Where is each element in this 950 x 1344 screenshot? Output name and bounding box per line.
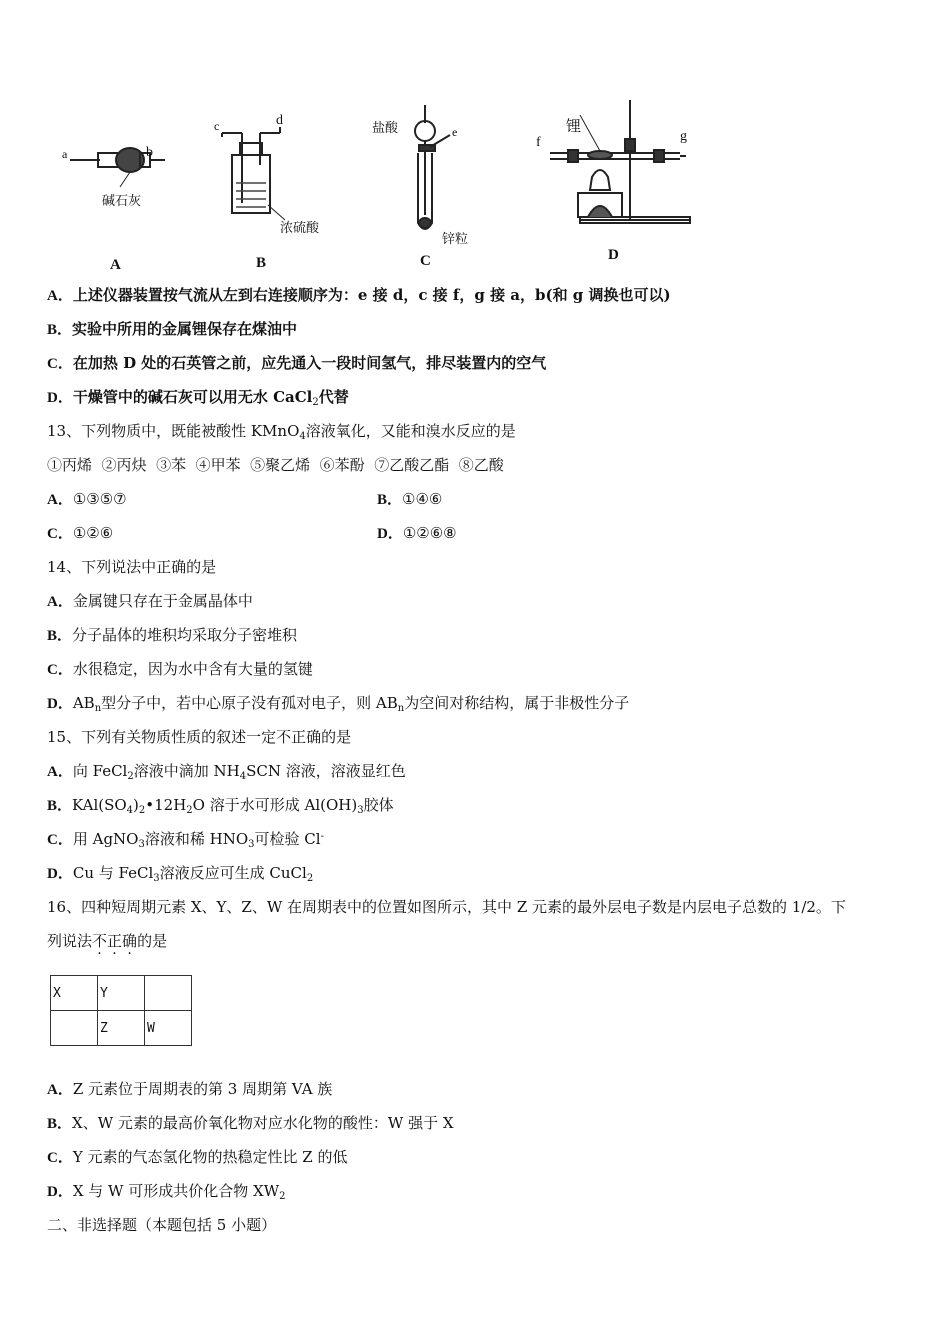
- stem-text: 13、下列物质中，既能被酸性 KMnO: [47, 422, 300, 440]
- apparatus-figure: [40, 95, 720, 275]
- q15-option-c: [47, 829, 324, 850]
- emphasis-char: 不: [92, 932, 108, 950]
- option-text: X、W 元素的最高价氧化物对应水化物的酸性：W 强于 X: [72, 1114, 454, 1132]
- subscript: 2: [306, 873, 314, 884]
- q13-option-d: [377, 523, 457, 544]
- option-letter: C．: [47, 356, 73, 372]
- q12-option-b: [47, 319, 297, 340]
- q14-option-d: [47, 693, 629, 714]
- emphasis-char: 确: [122, 932, 138, 950]
- option-letter: B．: [47, 798, 73, 814]
- option-text: 溶液反应可生成 CuCl: [159, 864, 307, 882]
- empty-cell: [145, 986, 147, 1001]
- caption-b: B: [256, 255, 267, 271]
- option-letter: C．: [47, 832, 73, 848]
- table-cell: [98, 1011, 145, 1046]
- option-text: 干燥管中的碱石灰可以用无水 CaCl: [72, 388, 313, 406]
- q13-option-b: [377, 489, 442, 510]
- label-f: f: [536, 135, 541, 150]
- option-text: Cu 与 FeCl: [72, 864, 154, 882]
- empty-cell: [51, 1021, 53, 1036]
- option-text: SCN 溶液，溶液显红色: [246, 762, 406, 780]
- q13-option-c: [47, 523, 113, 544]
- option-text: 向 FeCl: [72, 762, 128, 780]
- table-row: [51, 1011, 192, 1046]
- option-text: ①②⑥: [72, 524, 114, 542]
- table-cell: [145, 976, 192, 1011]
- option-letter: B．: [47, 322, 73, 338]
- option-letter: A．: [47, 764, 73, 780]
- option-text: ①③⑤⑦: [72, 490, 127, 508]
- generator-c: [415, 105, 450, 229]
- option-letter: D．: [47, 1184, 73, 1200]
- label-d: d: [276, 113, 283, 128]
- q16-option-c: [47, 1147, 347, 1168]
- option-text: Z 元素位于周期表的第 3 周期第 VA 族: [72, 1080, 333, 1098]
- q12-option-d: [47, 387, 349, 408]
- periodic-table-fragment: [50, 975, 192, 1046]
- option-letter: A．: [47, 1082, 73, 1098]
- option-text: O 溶于水可形成 Al(OH): [192, 796, 358, 814]
- option-letter: A．: [47, 594, 73, 610]
- subscript: 4: [299, 431, 306, 442]
- table-cell: [98, 976, 145, 1011]
- element-z: Z: [100, 1020, 108, 1036]
- caption-d: D: [608, 247, 619, 263]
- q16-option-a: [47, 1079, 332, 1100]
- label-a: a: [62, 147, 68, 161]
- label-g: g: [680, 129, 687, 144]
- q16-stem-line2: [47, 931, 167, 951]
- table-row: [51, 976, 192, 1011]
- option-letter: B．: [47, 628, 73, 644]
- stem-text: 溶液氧化，又能和溴水反应的是: [305, 422, 516, 440]
- caption-a: A: [110, 257, 121, 273]
- subscript: 3: [357, 805, 364, 816]
- element-x: X: [53, 985, 61, 1001]
- label-e: e: [452, 125, 458, 139]
- q15-stem: 15、下列有关物质性质的叙述一定不正确的是: [47, 728, 352, 746]
- q15-option-b: [47, 795, 394, 816]
- stem-text: 列说法: [47, 932, 93, 950]
- subscript: 4: [239, 771, 247, 782]
- q16-option-d: [47, 1181, 285, 1202]
- option-letter: B．: [377, 492, 403, 508]
- option-text: ①②⑥⑧: [402, 524, 457, 542]
- option-text: 可检验 Cl: [254, 830, 321, 848]
- subscript: 2: [312, 397, 319, 408]
- option-letter: D．: [377, 526, 403, 542]
- subscript: 4: [126, 805, 134, 816]
- q13-option-a: [47, 489, 127, 510]
- option-letter: D．: [47, 696, 73, 712]
- option-letter: C．: [47, 526, 73, 542]
- option-text: ①④⑥: [402, 490, 443, 508]
- element-w: W: [147, 1020, 155, 1036]
- option-text: 型分子中，若中心原子没有孤对电子，则 AB: [101, 694, 398, 712]
- option-text: 分子晶体的堆积均采取分子密堆积: [72, 626, 298, 644]
- label-c: c: [214, 119, 220, 133]
- element-y: Y: [100, 985, 108, 1001]
- subscript: 2: [186, 805, 193, 816]
- option-text: 在加热 D 处的石英管之前，应先通入一段时间氢气，排尽装置内的空气: [72, 354, 547, 372]
- option-text: X 与 W 可形成共价化合物 XW: [72, 1182, 280, 1200]
- stem-text: 的是: [137, 932, 168, 950]
- subscript: 3: [248, 839, 255, 850]
- subscript: n: [94, 703, 102, 714]
- subscript: 3: [153, 873, 160, 884]
- option-letter: C．: [47, 662, 73, 678]
- q14-option-c: [47, 659, 313, 680]
- option-letter: D．: [47, 390, 73, 406]
- label-b: b: [146, 145, 153, 160]
- table-cell: [51, 976, 98, 1011]
- option-text: KAl(SO: [72, 796, 127, 814]
- label-hcl: 盐酸: [372, 121, 399, 136]
- q14-stem: 14、下列说法中正确的是: [47, 558, 217, 576]
- table-cell: [145, 1011, 192, 1046]
- option-text: Y 元素的气态氢化物的热稳定性比 Z 的低: [72, 1148, 348, 1166]
- label-lithium: 锂: [566, 117, 582, 135]
- label-soda-lime: 碱石灰: [102, 194, 142, 209]
- subscript: 2: [127, 771, 134, 782]
- option-text: •12H: [145, 796, 187, 814]
- q15-option-a: [47, 761, 406, 782]
- q14-option-b: [47, 625, 297, 646]
- option-text: AB: [72, 694, 95, 712]
- option-text: 水很稳定，因为水中含有大量的氢键: [72, 660, 313, 678]
- option-text: 溶液和稀 HNO: [144, 830, 249, 848]
- option-text: 用 AgNO: [72, 830, 139, 848]
- option-text: 代替: [318, 388, 349, 406]
- q15-option-d: [47, 863, 313, 884]
- q16-stem-line1: 16、四种短周期元素 X、Y、Z、W 在周期表中的位置如图所示，其中 Z 元素的最外层电子数是内层电子总数的 1/2。下: [47, 898, 846, 916]
- option-letter: D．: [47, 866, 73, 882]
- emphasis-char: 正: [107, 932, 123, 950]
- subscript: 2: [279, 1191, 286, 1202]
- option-text: 溶液中滴加 NH: [133, 762, 240, 780]
- q13-stem: [47, 421, 516, 441]
- table-cell: [51, 1011, 98, 1046]
- label-zinc: 锌粒: [442, 232, 469, 247]
- option-letter: C．: [47, 1150, 73, 1166]
- option-text: 为空间对称结构，属于非极性分子: [404, 694, 630, 712]
- q13-items: ①丙烯 ②丙炔 ③苯 ④甲苯 ⑤聚乙烯 ⑥苯酚 ⑦乙酸乙酯 ⑧乙酸: [47, 456, 504, 474]
- option-letter: B．: [47, 1116, 73, 1132]
- section-2-title: 二、非选择题（本题包括 5 小题）: [47, 1216, 277, 1234]
- subscript: 3: [138, 839, 145, 850]
- superscript: -: [320, 831, 324, 842]
- option-text: 上述仪器装置按气流从左到右连接顺序为：e 接 d，c 接 f，g 接 a，b(和 g 调换也可以): [72, 286, 671, 304]
- q12-option-c: [47, 353, 546, 374]
- subscript: 2: [138, 805, 146, 816]
- option-text: ): [133, 796, 139, 814]
- q16-option-b: [47, 1113, 454, 1134]
- option-letter: A．: [47, 492, 73, 508]
- subscript: n: [397, 703, 405, 714]
- q12-option-a: [47, 285, 671, 306]
- option-text: 胶体: [363, 796, 394, 814]
- caption-c: C: [420, 253, 431, 269]
- label-conc-h2so4: 浓硫酸: [280, 221, 320, 236]
- wash-bottle-b: [222, 127, 285, 220]
- option-text: 实验中所用的金属锂保存在煤油中: [72, 320, 298, 338]
- q14-option-a: [47, 591, 253, 612]
- option-text: 金属键只存在于金属晶体中: [72, 592, 253, 610]
- option-letter: A．: [47, 288, 73, 304]
